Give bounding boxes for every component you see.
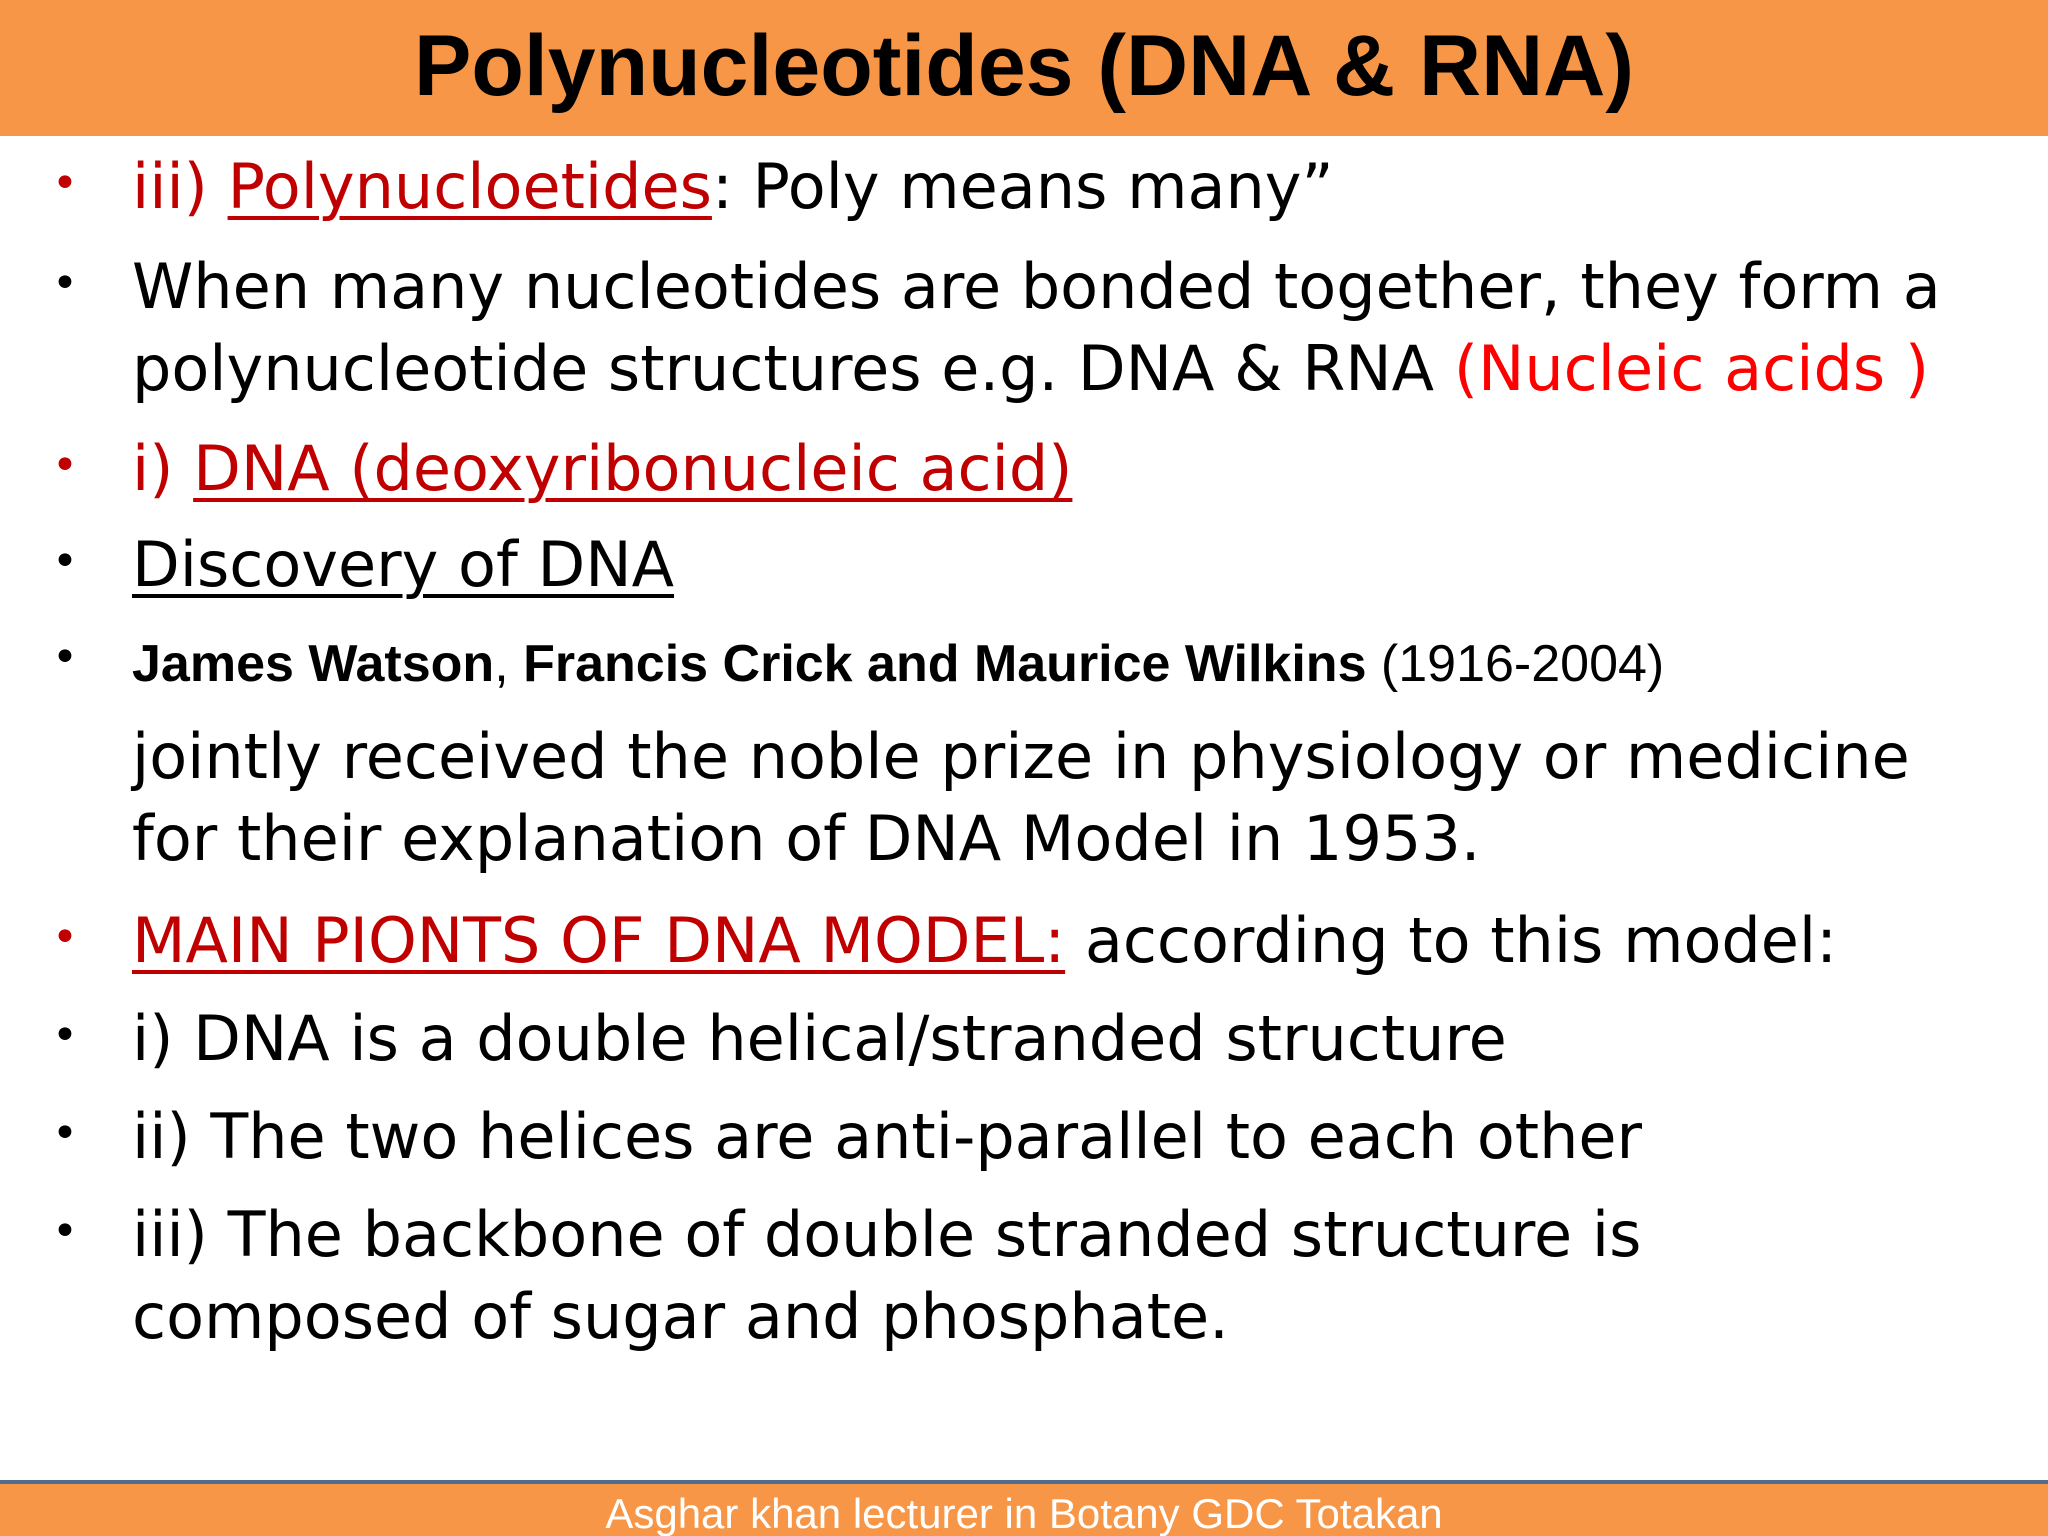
bullet-text: [132, 246, 2022, 410]
main-points-rest: according to this model:: [1065, 904, 1838, 977]
bullet-text: [132, 428, 2022, 510]
bullet-prefix: iii): [132, 150, 228, 223]
bullet-marker: •: [52, 1010, 78, 1061]
bullet-prefix: i): [132, 432, 194, 505]
scientists-line: [132, 624, 2022, 704]
scientists-crick-wilkins: Francis Crick and Maurice Wilkins: [523, 635, 1367, 693]
bullet-marker: •: [52, 158, 78, 209]
bullet-text: [132, 1194, 2022, 1358]
polynucleotides-term: Polynucloetides: [227, 150, 712, 223]
bullet-line-1: iii) The backbone of double stranded structure is: [132, 1198, 1642, 1271]
title-bar: [0, 0, 2048, 136]
polynucleotide-structures-text: polynucleotide structures e.g. DNA & RNA: [132, 332, 1454, 405]
nucleic-acids-label: (Nucleic acids ): [1453, 332, 1930, 405]
main-points-heading: MAIN PIONTS OF DNA MODEL:: [132, 904, 1066, 977]
bullet-marker: •: [52, 258, 78, 309]
bullet-line-3: for their explanation of DNA Model in 1953.: [132, 802, 1481, 875]
slide-title: Polynucleotides (DNA & RNA): [414, 18, 1634, 114]
poly-definition: : Poly means many”: [711, 150, 1334, 223]
discovery-heading: Discovery of DNA: [132, 528, 675, 601]
scientist-watson: James Watson: [132, 635, 495, 693]
footer-credit: Asghar khan lecturer in Botany GDC Totakan: [605, 1490, 1443, 1536]
bullet-marker: •: [52, 440, 78, 491]
bullet-text: [132, 524, 2022, 606]
dna-term: DNA (deoxyribonucleic acid): [193, 432, 1073, 505]
footer-bar: [0, 1484, 2048, 1536]
years-range: (1916-2004): [1366, 635, 1665, 693]
bullet-marker: •: [52, 632, 78, 683]
bullet-text: i) DNA is a double helical/stranded structure: [132, 1002, 1507, 1075]
bullet-line-2: composed of sugar and phosphate.: [132, 1280, 1229, 1353]
bullet-text: [132, 900, 2022, 982]
bullet-marker: •: [52, 912, 78, 963]
bullet-marker: •: [52, 1108, 78, 1159]
bullet-text: [132, 146, 2022, 228]
name-separator: ,: [494, 635, 524, 693]
bullet-line-2: [132, 328, 2022, 410]
bullet-line-2: jointly received the noble prize in physiology or medicine: [132, 720, 1910, 793]
bullet-marker: •: [52, 1206, 78, 1257]
bullet-text: ii) The two helices are anti-parallel to each other: [132, 1100, 1643, 1173]
bullet-text: [132, 624, 2022, 880]
bullet-marker: •: [52, 536, 78, 587]
bullet-line-1: When many nucleotides are bonded together, they form a: [132, 250, 1941, 323]
